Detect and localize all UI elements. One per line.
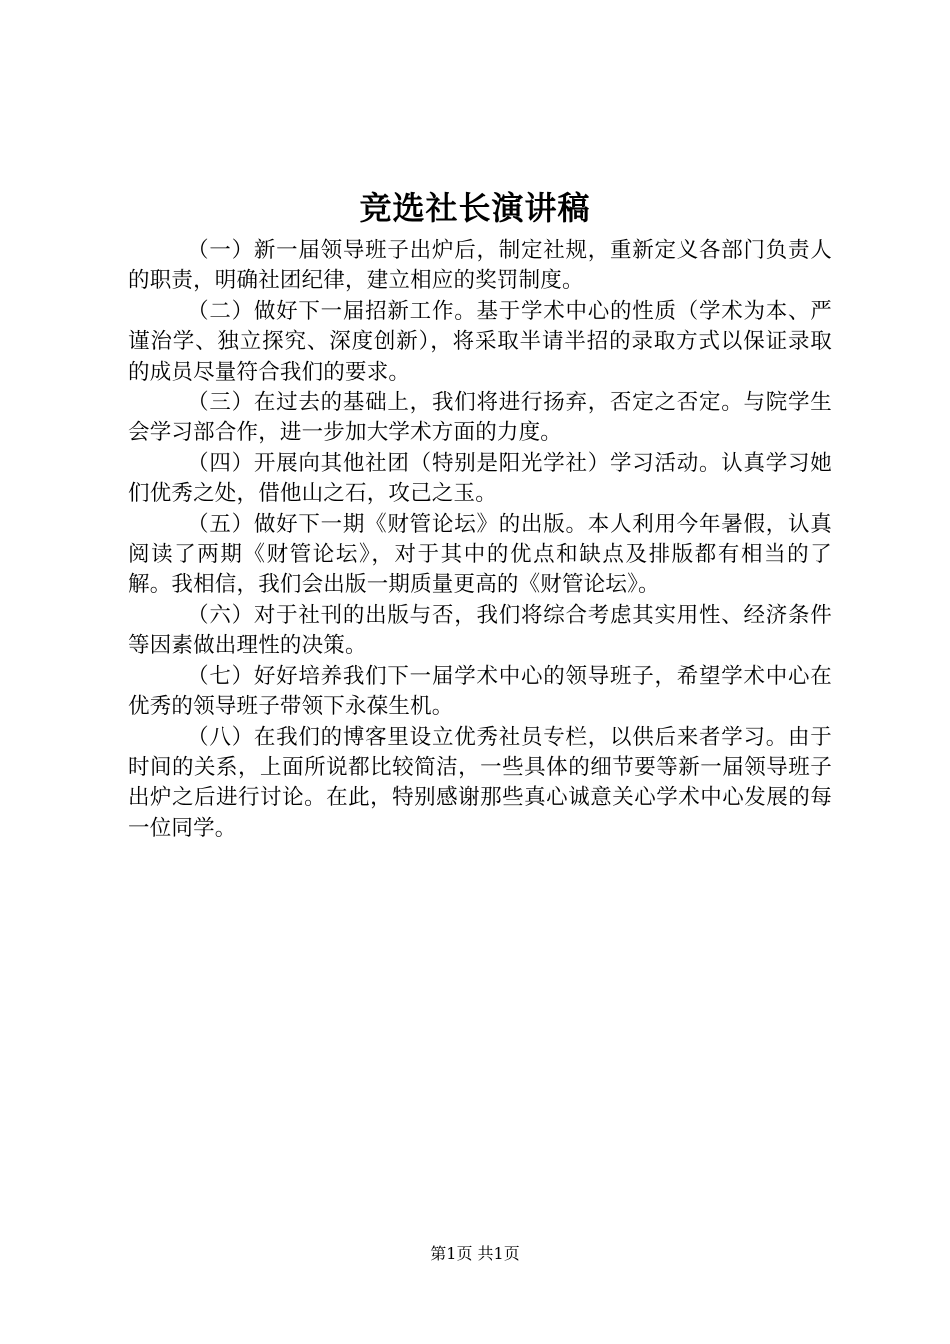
paragraph-8: （八）在我们的博客里设立优秀社员专栏，以供后来者学习。由于时间的关系，上面所说都比较简洁，一些具体的细节要等新一届领导班子出炉之后进行讨论。在此，特别感谢那些真心诚意关心学术中心发展的每一位同学。 [128, 724, 832, 841]
paragraph-4: （四）开展向其他社团（特别是阳光学社）学习活动。认真学习她们优秀之处，借他山之石，攻己之玉。 [128, 450, 832, 507]
paragraph-1: （一）新一届领导班子出炉后，制定社规，重新定义各部门负责人的职责，明确社团纪律，建立相应的奖罚制度。 [128, 238, 832, 294]
paragraph-2: （二）做好下一届招新工作。基于学术中心的性质（学术为本、严谨治学、独立探究、深度创新），将采取半请半招的录取方式以保证录取的成员尽量符合我们的要求。 [128, 298, 832, 385]
paragraph-5: （五）做好下一期《财管论坛》的出版。本人利用今年暑假，认真阅读了两期《财管论坛》，对于其中的优点和缺点及排版都有相当的了解。我相信，我们会出版一期质量更高的《财管论坛》。 [128, 511, 832, 598]
paragraph-6: （六）对于社刊的出版与否，我们将综合考虑其实用性、经济条件等因素做出理性的决策。 [128, 602, 832, 659]
document-title: 竞选社长演讲稿 [359, 189, 591, 227]
page-footer: 第1页 共1页 [430, 1244, 520, 1263]
paragraph-7: （七）好好培养我们下一届学术中心的领导班子，希望学术中心在优秀的领导班子带领下永葆生机。 [128, 663, 832, 720]
document-body [128, 236, 832, 844]
paragraph-3: （三）在过去的基础上，我们将进行扬弃，否定之否定。与院学生会学习部合作，进一步加大学术方面的力度。 [128, 390, 832, 446]
